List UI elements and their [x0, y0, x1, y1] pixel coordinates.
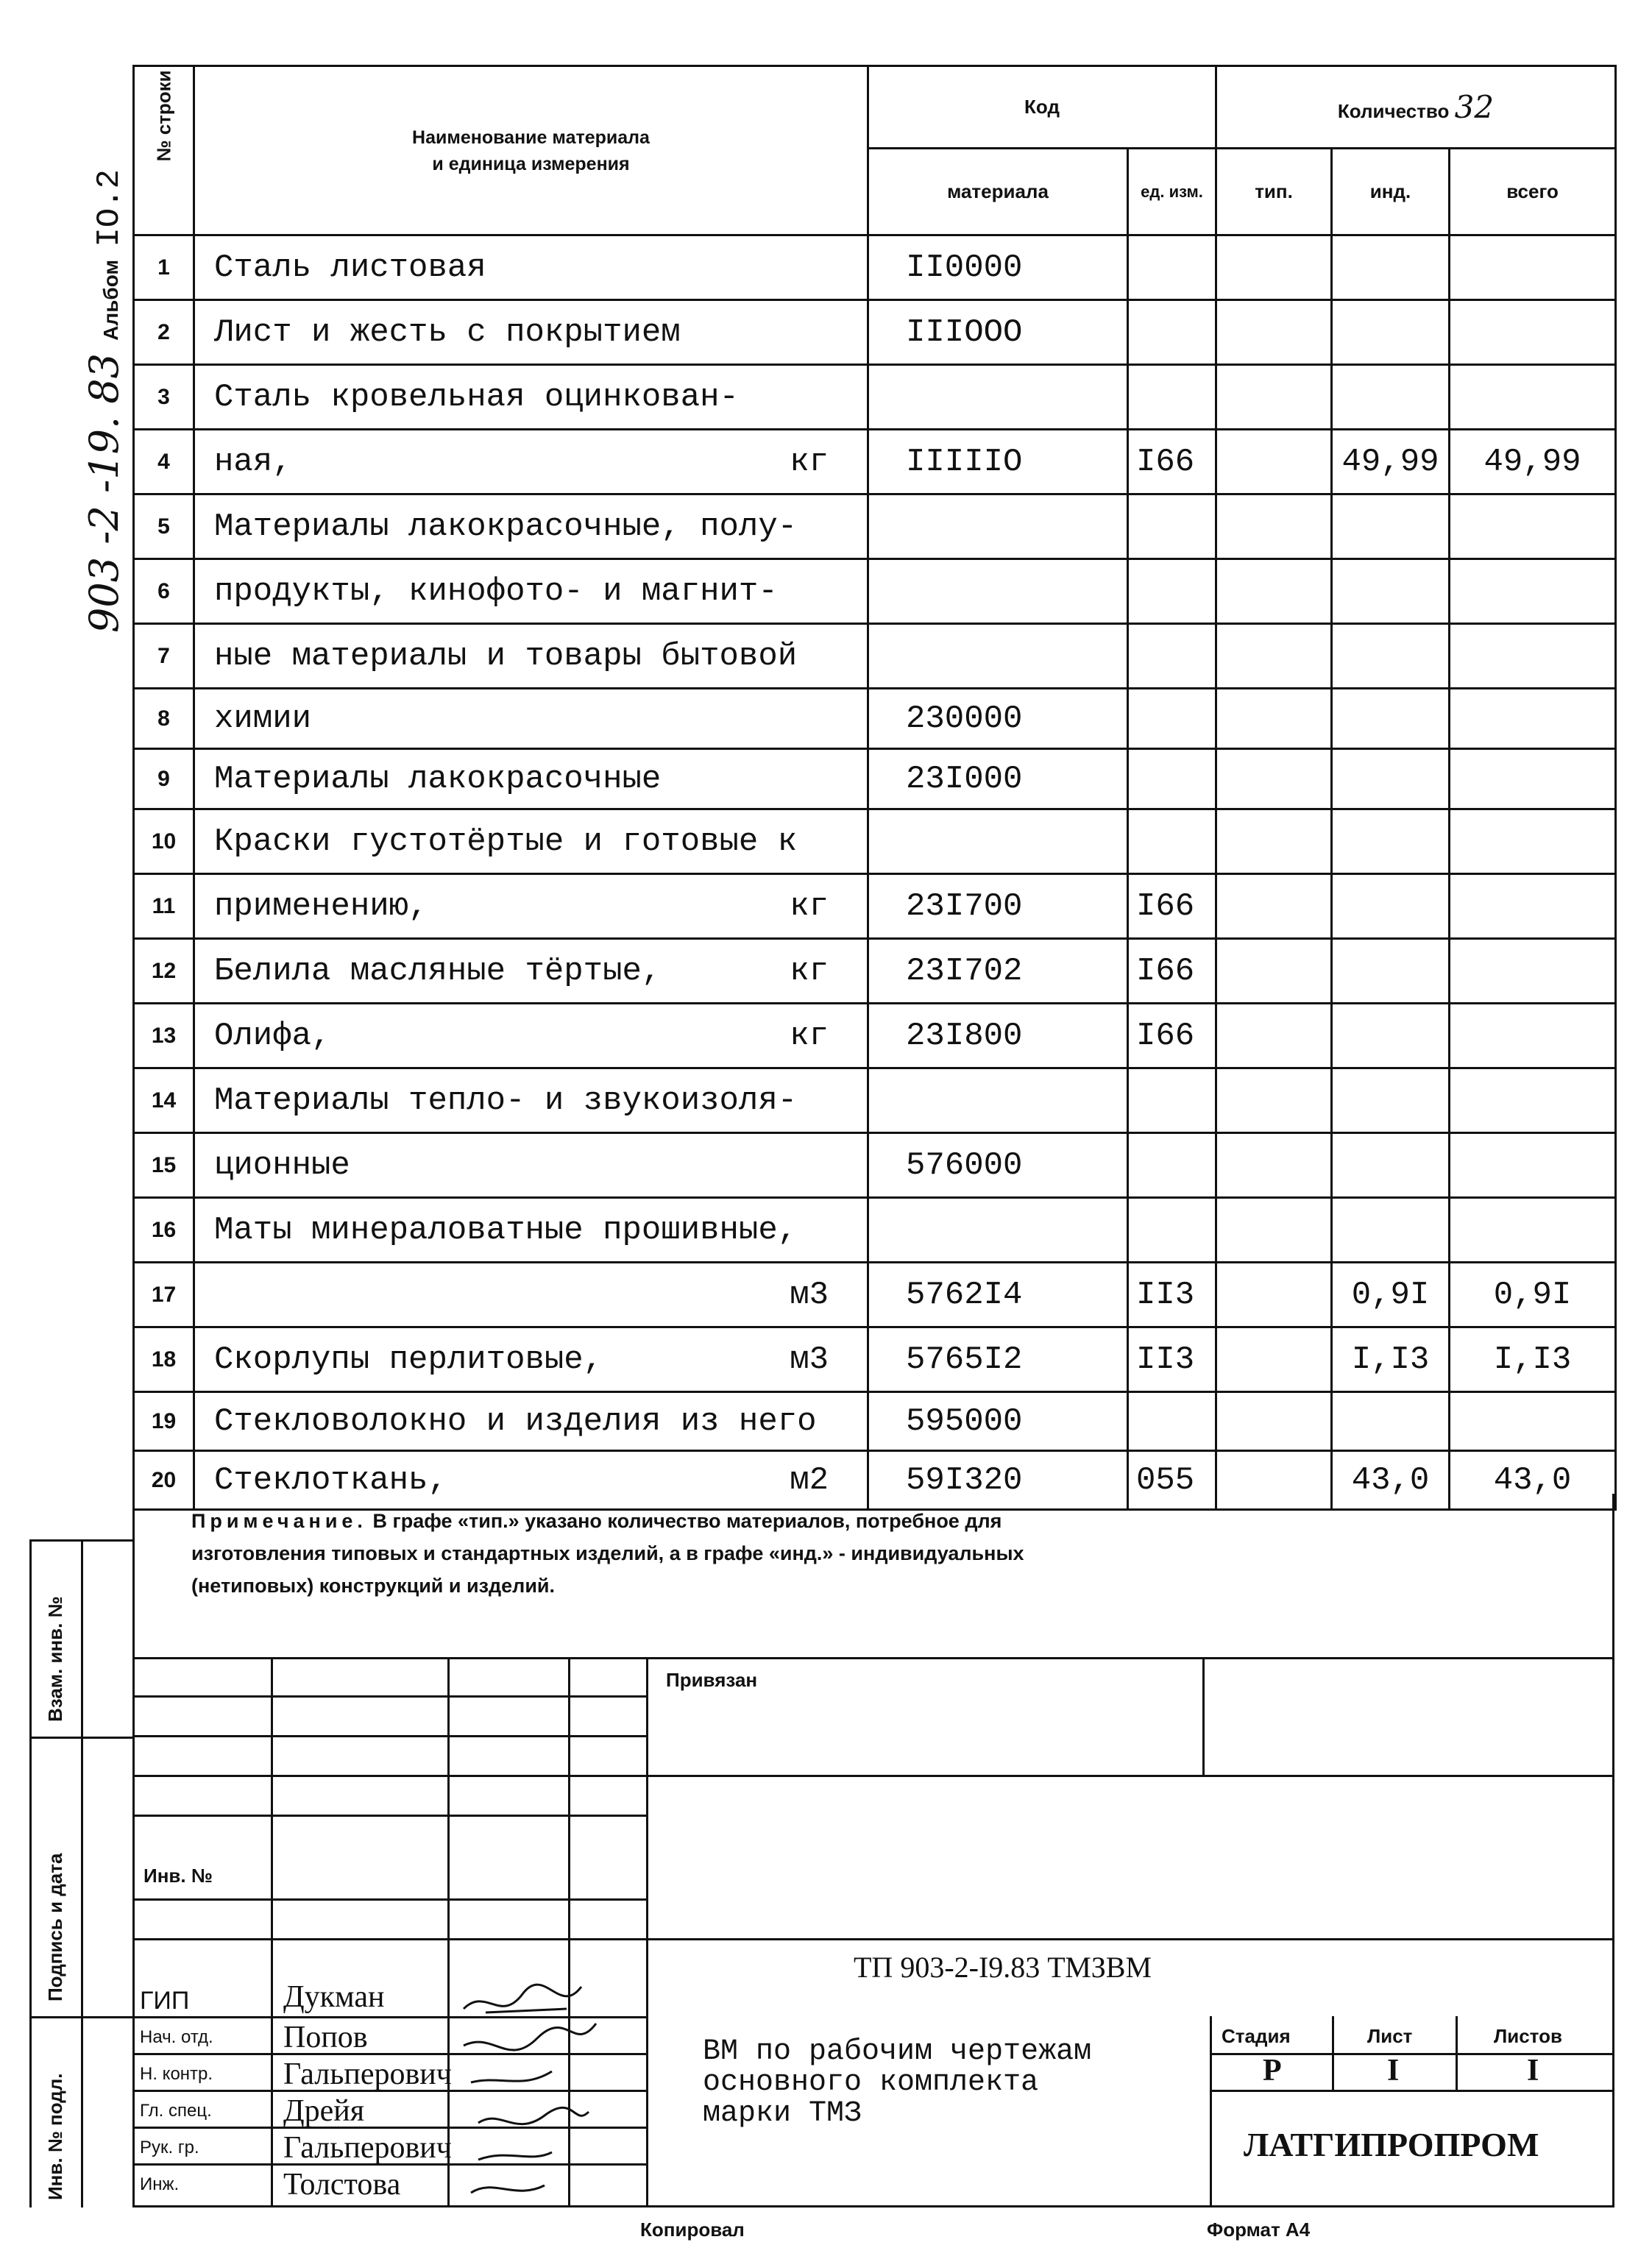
typical-qty [1216, 494, 1332, 559]
measure-unit: кг [790, 952, 829, 990]
material-name [194, 1068, 868, 1133]
individual-qty [1332, 939, 1450, 1004]
typical-qty [1216, 1198, 1332, 1263]
row-number [134, 939, 194, 1004]
typical-qty [1216, 689, 1332, 749]
row-number-text: 8 [157, 706, 170, 731]
stage-label: Стадия [1222, 2025, 1291, 2047]
measure-unit: м2 [790, 1461, 829, 1499]
note [191, 1505, 1369, 1602]
unit-code [1128, 689, 1216, 749]
individual-qty [1332, 1004, 1450, 1068]
table-row [134, 1451, 1616, 1510]
material-name [194, 494, 868, 559]
total-qty [1450, 1068, 1616, 1133]
material-name [194, 874, 868, 939]
measure-unit: м3 [790, 1276, 829, 1313]
individual-qty-text: 43,0 [1351, 1461, 1430, 1499]
unit-code-text: II3 [1136, 1276, 1195, 1313]
signature-role: Гл. спец. [140, 2101, 212, 2121]
name-header: Наименование материала и единица измерения [194, 66, 868, 235]
material-code-text: 59I320 [906, 1461, 1023, 1499]
unit-code [1128, 874, 1216, 939]
row-number-text: 20 [151, 1467, 177, 1492]
inventory-number-label: Инв. № [143, 1865, 213, 1887]
replacement-inventory-label: Взам. инв. № [44, 1596, 66, 1722]
material-code [868, 1004, 1128, 1068]
row-number-header: № строки [134, 66, 194, 235]
row-number [134, 235, 194, 300]
material-code-text: 230000 [906, 700, 1023, 737]
signature-role: Н. контр. [140, 2064, 213, 2084]
table-row [134, 749, 1616, 809]
unit-code [1128, 749, 1216, 809]
table-row [134, 1004, 1616, 1068]
material-code [868, 624, 1128, 689]
material-code [868, 939, 1128, 1004]
materials-table [132, 65, 1617, 1511]
unit-code [1128, 939, 1216, 1004]
row-number-text: 4 [157, 449, 170, 474]
material-name [194, 300, 868, 365]
row-number [134, 1068, 194, 1133]
unit-code [1128, 1068, 1216, 1133]
unit-code [1128, 300, 1216, 365]
row-number [134, 365, 194, 430]
material-code [868, 1068, 1128, 1133]
typical-qty [1216, 1392, 1332, 1451]
row-number-text: 9 [157, 766, 170, 791]
table-row [134, 874, 1616, 939]
material-name-text: Материалы лакокрасочные, полу- [214, 508, 798, 545]
total-qty [1450, 749, 1616, 809]
table-row [134, 430, 1616, 494]
material-code-text: 23I702 [906, 952, 1023, 990]
typical-qty [1216, 1004, 1332, 1068]
measure-unit: кг [790, 443, 829, 480]
row-number-text: 12 [151, 958, 177, 983]
measure-unit: кг [790, 887, 829, 925]
signature-role: Рук. гр. [140, 2138, 199, 2157]
table-row [134, 809, 1616, 874]
material-code-header: материала [868, 149, 1128, 235]
material-code-text: 5765I2 [906, 1341, 1023, 1378]
typical-qty-header: тип. [1216, 149, 1332, 235]
material-code-text: 595000 [906, 1402, 1023, 1440]
material-name-text: Белила масляные тёртые, [214, 952, 662, 990]
material-name [194, 235, 868, 300]
row-number-text: 2 [157, 319, 170, 344]
stage-value: Р [1263, 2054, 1282, 2088]
total-qty [1450, 939, 1616, 1004]
individual-qty [1332, 874, 1450, 939]
table-body [134, 235, 1616, 1510]
unit-code [1128, 624, 1216, 689]
individual-qty [1332, 689, 1450, 749]
individual-qty [1332, 1198, 1450, 1263]
material-code [868, 430, 1128, 494]
table-row [134, 689, 1616, 749]
individual-qty-header: инд. [1332, 149, 1450, 235]
unit-code [1128, 1004, 1216, 1068]
individual-qty [1332, 809, 1450, 874]
material-code [868, 874, 1128, 939]
total-qty-text: 43,0 [1493, 1461, 1572, 1499]
individual-qty-text: I,I3 [1351, 1341, 1430, 1378]
material-code [868, 689, 1128, 749]
row-number [134, 1327, 194, 1392]
quantity-group-header: Количество 32 [1216, 66, 1616, 149]
individual-qty [1332, 1133, 1450, 1198]
row-number-text: 7 [157, 643, 170, 668]
unit-code-text: I66 [1136, 443, 1195, 480]
unit-code-text: II3 [1136, 1341, 1195, 1378]
individual-qty [1332, 494, 1450, 559]
total-qty [1450, 1263, 1616, 1327]
table-row [134, 1198, 1616, 1263]
total-qty [1450, 1004, 1616, 1068]
material-name-text: Сталь листовая [214, 249, 486, 286]
total-qty [1450, 689, 1616, 749]
typical-qty [1216, 624, 1332, 689]
table-row [134, 1263, 1616, 1327]
typical-qty [1216, 430, 1332, 494]
table-row [134, 365, 1616, 430]
typical-qty [1216, 874, 1332, 939]
typical-qty [1216, 939, 1332, 1004]
individual-qty [1332, 559, 1450, 624]
total-qty [1450, 1133, 1616, 1198]
material-code [868, 1392, 1128, 1451]
total-qty [1450, 1451, 1616, 1510]
signature-role: Нач. отд. [140, 2027, 213, 2047]
material-name [194, 430, 868, 494]
material-code [868, 749, 1128, 809]
total-qty [1450, 430, 1616, 494]
code-group-header: Код [868, 66, 1216, 149]
material-code [868, 1133, 1128, 1198]
row-number [134, 874, 194, 939]
row-number [134, 1263, 194, 1327]
table-row [134, 624, 1616, 689]
document-designation: ТП 903-2-I9.83 ТМЗВМ [854, 1951, 1152, 1984]
individual-qty [1332, 235, 1450, 300]
individual-qty-text: 0,9I [1351, 1276, 1430, 1313]
row-number-text: 17 [151, 1282, 177, 1307]
material-name-text: продукты, кинофото- и магнит- [214, 572, 778, 610]
unit-code-text: I66 [1136, 887, 1195, 925]
measure-unit: м3 [790, 1341, 829, 1378]
row-number-text: 6 [157, 578, 170, 603]
material-code [868, 494, 1128, 559]
row-number-text: 18 [151, 1347, 177, 1372]
signatory-name: Дрейя [283, 2094, 365, 2128]
total-qty-header: всего [1450, 149, 1616, 235]
material-name [194, 749, 868, 809]
material-code-text: II0000 [906, 249, 1023, 286]
unit-code-text: I66 [1136, 952, 1195, 990]
total-qty [1450, 874, 1616, 939]
total-qty-text: 0,9I [1493, 1276, 1572, 1313]
signature-date-label: Подпись и дата [44, 1853, 66, 2001]
row-number-text: 3 [157, 384, 170, 409]
unit-code [1128, 430, 1216, 494]
row-number-text: 10 [151, 829, 177, 854]
unit-code [1128, 809, 1216, 874]
material-name-text: Сталь кровельная оцинкован- [214, 378, 739, 416]
typical-qty [1216, 1133, 1332, 1198]
signature-role: ГИП [140, 1987, 190, 2015]
copied-label: Копировал [640, 2219, 745, 2241]
material-code-text: 23I700 [906, 887, 1023, 925]
signatory-name: Толстова [283, 2168, 401, 2202]
row-number-text: 13 [151, 1023, 177, 1048]
material-name [194, 1327, 868, 1392]
row-number [134, 689, 194, 749]
unit-code-header: ед. изм. [1128, 149, 1216, 235]
material-name [194, 689, 868, 749]
material-name [194, 1451, 868, 1510]
material-name [194, 559, 868, 624]
material-name [194, 1198, 868, 1263]
signatory-name: Попов [283, 2021, 368, 2054]
table-row [134, 1392, 1616, 1451]
total-qty [1450, 809, 1616, 874]
typical-qty [1216, 1068, 1332, 1133]
material-code [868, 300, 1128, 365]
measure-unit: кг [790, 1017, 829, 1054]
row-number-text: 19 [151, 1408, 177, 1433]
typical-qty [1216, 749, 1332, 809]
material-name-text: Лист и жесть с покрытием [214, 313, 681, 351]
total-qty [1450, 300, 1616, 365]
material-name-text: Олифа, [214, 1017, 331, 1054]
row-number-text: 15 [151, 1152, 177, 1177]
typical-qty [1216, 559, 1332, 624]
organization-name: ЛАТГИПРОПРОМ [1244, 2126, 1539, 2163]
note-line-2: изготовления типовых и стандартных изделий, а в графе «инд.» - индивидуальных [191, 1542, 1024, 1564]
typical-qty [1216, 235, 1332, 300]
row-number [134, 624, 194, 689]
material-code [868, 1198, 1128, 1263]
unit-code [1128, 1198, 1216, 1263]
signature-role: Инж. [140, 2174, 180, 2194]
material-name-text: Материалы тепло- и звукоизоля- [214, 1082, 798, 1119]
individual-qty [1332, 1451, 1450, 1510]
row-number [134, 430, 194, 494]
row-number [134, 300, 194, 365]
row-number-text: 11 [152, 893, 176, 918]
material-name [194, 1004, 868, 1068]
table-row [134, 300, 1616, 365]
material-name-text: Краски густотёртые и готовые к [214, 823, 798, 860]
individual-qty [1332, 365, 1450, 430]
material-code-text: 23I800 [906, 1017, 1023, 1054]
material-code [868, 1263, 1128, 1327]
row-number [134, 1133, 194, 1198]
material-name-text: ционные [214, 1146, 350, 1184]
material-name-text: применению, [214, 887, 428, 925]
note-label: Примечание. [191, 1510, 367, 1532]
material-name [194, 1263, 868, 1327]
table-row [134, 494, 1616, 559]
row-number-text: 16 [151, 1217, 177, 1242]
row-number [134, 809, 194, 874]
row-number [134, 749, 194, 809]
quantity-count: 32 [1454, 89, 1495, 125]
total-qty [1450, 494, 1616, 559]
sheet-value: I [1387, 2054, 1400, 2088]
material-code-text: 23I000 [906, 760, 1023, 798]
total-qty [1450, 235, 1616, 300]
album-number: IO.2 [91, 169, 128, 247]
table-row [134, 1133, 1616, 1198]
unit-code [1128, 1392, 1216, 1451]
unit-code-text: 055 [1136, 1461, 1195, 1499]
material-name [194, 624, 868, 689]
typical-qty [1216, 809, 1332, 874]
material-name [194, 365, 868, 430]
material-name-text: ная, [214, 443, 292, 480]
total-qty-text: 49,99 [1483, 443, 1581, 480]
individual-qty [1332, 430, 1450, 494]
typical-qty [1216, 1451, 1332, 1510]
material-code [868, 1327, 1128, 1392]
typical-qty [1216, 300, 1332, 365]
typical-qty [1216, 365, 1332, 430]
album-label: Альбом [99, 259, 122, 341]
total-qty [1450, 365, 1616, 430]
attached-label: Привязан [666, 1669, 758, 1691]
individual-qty [1332, 1392, 1450, 1451]
material-code-text: IIIOOO [906, 313, 1023, 351]
unit-code [1128, 1451, 1216, 1510]
material-name-text: Скорлупы перлитовые, [214, 1341, 603, 1378]
unit-code [1128, 494, 1216, 559]
signatory-name: Гальперович [283, 2057, 452, 2091]
material-code-text: 5762I4 [906, 1276, 1023, 1313]
material-code [868, 809, 1128, 874]
total-qty-text: I,I3 [1493, 1341, 1572, 1378]
material-name-text: Материалы лакокрасочные [214, 760, 662, 798]
material-code [868, 365, 1128, 430]
unit-code [1128, 559, 1216, 624]
unit-code-text: I66 [1136, 1017, 1195, 1054]
unit-code [1128, 1133, 1216, 1198]
note-line-1: В графе «тип.» указано количество материалов, потребное для [372, 1510, 1002, 1532]
total-qty [1450, 1198, 1616, 1263]
material-code [868, 559, 1128, 624]
material-name-text: Стеклоткань, [214, 1461, 447, 1499]
row-number-text: 5 [157, 514, 170, 539]
total-qty [1450, 1327, 1616, 1392]
individual-qty-text: 49,99 [1341, 443, 1439, 480]
handwritten-signatures [456, 1979, 633, 2207]
format-label: Формат А4 [1207, 2219, 1311, 2241]
typical-qty [1216, 1263, 1332, 1327]
row-number-text: 1 [157, 255, 170, 280]
material-name-text: ные материалы и товары бытовой [214, 637, 798, 675]
unit-code [1128, 1263, 1216, 1327]
individual-qty [1332, 1263, 1450, 1327]
individual-qty [1332, 300, 1450, 365]
row-number [134, 1392, 194, 1451]
unit-code [1128, 365, 1216, 430]
row-number [134, 559, 194, 624]
material-name-text: Стекловолокно и изделия из него [214, 1402, 817, 1440]
row-number [134, 494, 194, 559]
material-name-text: Маты минераловатные прошивные, [214, 1211, 798, 1249]
unit-code [1128, 1327, 1216, 1392]
row-number [134, 1451, 194, 1510]
row-number [134, 1198, 194, 1263]
document-code-margin [81, 169, 128, 633]
material-code [868, 235, 1128, 300]
material-code-text: IIIIIO [906, 443, 1023, 480]
sheets-value: I [1527, 2054, 1539, 2088]
table-row [134, 559, 1616, 624]
row-number-text: 14 [151, 1088, 177, 1113]
signatory-name: Дукман [283, 1980, 385, 2014]
sheet-label: Лист [1367, 2025, 1413, 2047]
row-number [134, 1004, 194, 1068]
material-name [194, 1133, 868, 1198]
document-code: 903 -2 -19. 83 [81, 352, 127, 633]
material-name [194, 939, 868, 1004]
table-row [134, 235, 1616, 300]
sheets-label: Листов [1494, 2025, 1562, 2047]
material-code-text: 576000 [906, 1146, 1023, 1184]
material-name-text: химии [214, 700, 312, 737]
total-qty [1450, 559, 1616, 624]
total-qty [1450, 624, 1616, 689]
individual-qty [1332, 1327, 1450, 1392]
original-inventory-label: Инв. № подл. [44, 2073, 66, 2200]
total-qty [1450, 1392, 1616, 1451]
individual-qty [1332, 749, 1450, 809]
material-name [194, 809, 868, 874]
document-description: ВМ по рабочим чертежам основного комплекта марки ТМЗ [703, 2035, 1092, 2130]
individual-qty [1332, 1068, 1450, 1133]
table-row [134, 939, 1616, 1004]
typical-qty [1216, 1327, 1332, 1392]
material-code [868, 1451, 1128, 1510]
note-line-3: (нетиповых) конструкций и изделий. [191, 1575, 556, 1597]
material-name [194, 1392, 868, 1451]
signatory-name: Гальперович [283, 2131, 452, 2165]
table-row [134, 1068, 1616, 1133]
table-row [134, 1327, 1616, 1392]
individual-qty [1332, 624, 1450, 689]
unit-code [1128, 235, 1216, 300]
